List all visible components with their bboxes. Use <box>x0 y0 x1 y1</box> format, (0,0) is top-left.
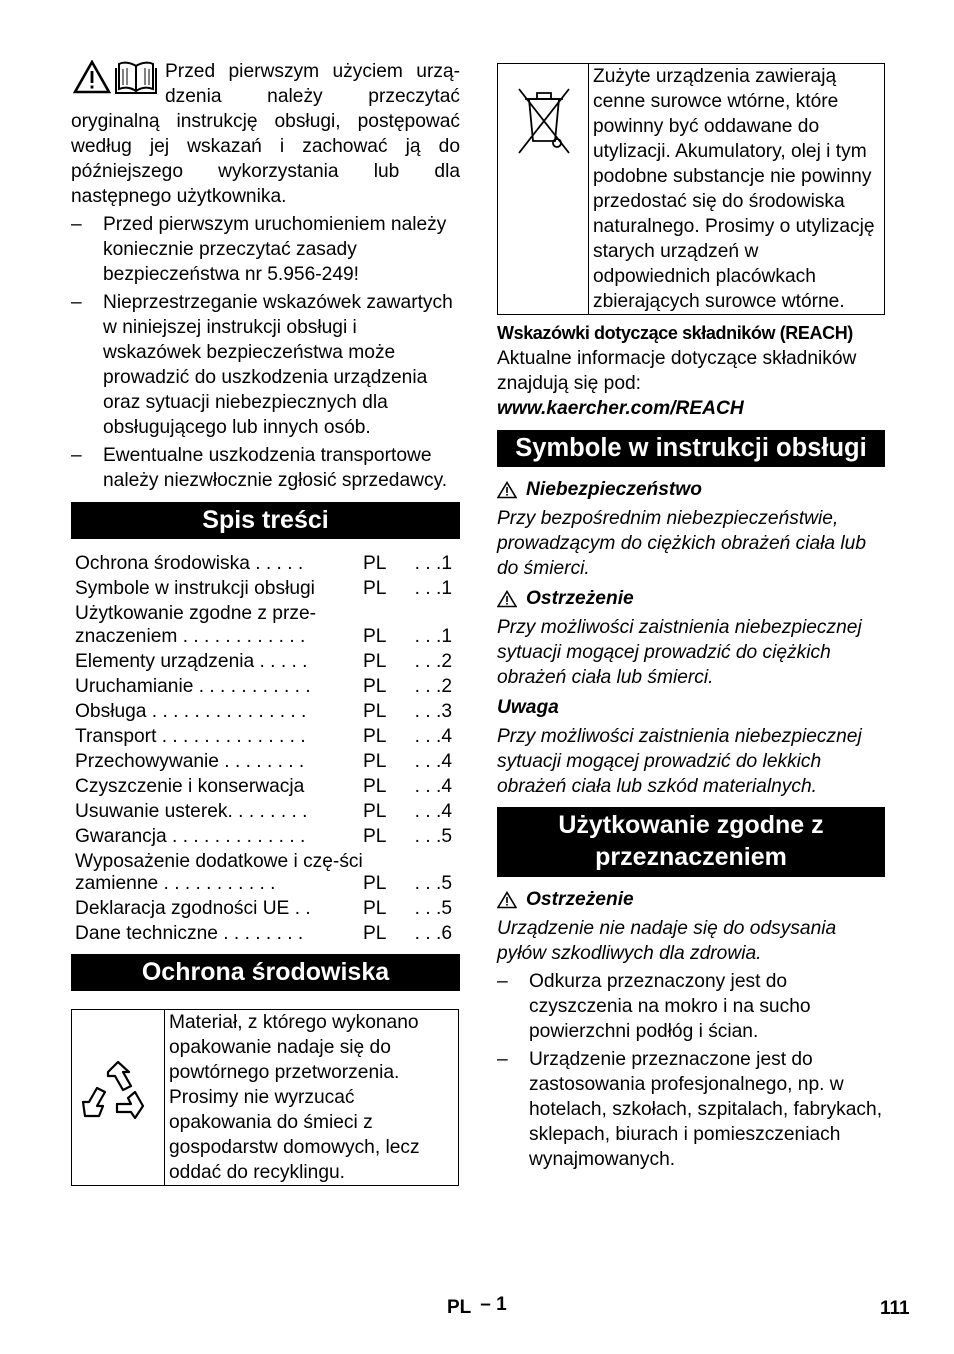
toc-title: Deklaracja zgodności UE . . <box>75 898 311 920</box>
toc-row[interactable] <box>71 553 460 578</box>
danger-subheading: Niebezpieczeństwo <box>497 477 885 502</box>
toc-title: Symbole w instrukcji obsługi <box>75 578 315 599</box>
toc-page: . . .1 <box>414 578 452 599</box>
table-of-contents <box>71 553 460 948</box>
toc-lang: PL <box>363 578 387 599</box>
weee-box <box>497 63 885 315</box>
toc-row[interactable] <box>71 751 460 776</box>
toc-title: Użytkowanie zgodne z prze-znaczeniem . . . . . . . . . . . . <box>75 603 317 647</box>
list-item: – Urządzenie przeznaczone jest do zastosowania profesjonalnego, np. w hotelach, szkołach, szpitalach, fabrykach, sklepach, biurach i pomieszczeniach wynajmowanych. <box>497 1049 883 1170</box>
toc-title: Usuwanie usterek. . . . . . . . <box>75 800 308 822</box>
intro-paragraph <box>71 59 460 209</box>
toc-page: . . .2 <box>414 650 452 672</box>
toc-lang: PL <box>363 825 387 847</box>
toc-lang: PL <box>363 675 387 697</box>
toc-row[interactable] <box>71 651 460 676</box>
toc-title: Wyposażenie dodatkowe i czę-ści zamienne . . . . . . . . . . . <box>75 850 363 895</box>
toc-page: . . .4 <box>414 775 452 797</box>
manual-book-icon <box>115 60 157 94</box>
warning-icon <box>73 60 111 94</box>
toc-row[interactable] <box>71 851 460 899</box>
crossed-bin-icon <box>513 79 573 159</box>
toc-title: Ochrona środowiska . . . . . <box>75 553 304 574</box>
usage-warning-text: Urządzenie nie nadaje się do odsysania pyłów szkodliwych dla zdrowia. <box>497 918 837 964</box>
reach-link[interactable]: www.kaercher.com/REACH <box>497 398 744 419</box>
toc-page: . . .4 <box>414 750 452 772</box>
list-item: – Ewentualne uszkodzenia transportowe należy niezwłocznie zgłosić sprzedawcy. <box>71 445 448 491</box>
toc-lang: PL <box>363 898 387 920</box>
toc-row[interactable] <box>71 898 460 923</box>
toc-title: Transport . . . . . . . . . . . . . . <box>75 725 306 747</box>
recycle-icon-cell <box>72 1010 165 1186</box>
footer-section: PL – 1 <box>447 1294 507 1318</box>
toc-row[interactable] <box>71 923 460 948</box>
toc-heading: Spis treści <box>71 502 460 539</box>
toc-page: . . .5 <box>414 873 452 895</box>
recycle-icon <box>73 1054 163 1134</box>
toc-page: . . .2 <box>414 675 452 697</box>
warning-subheading: Ostrzeżenie <box>497 586 885 611</box>
toc-lang: PL <box>363 923 387 945</box>
toc-page: . . .4 <box>414 800 452 822</box>
toc-page: . . .3 <box>414 700 452 722</box>
toc-lang: PL <box>363 775 387 797</box>
toc-row[interactable] <box>71 776 460 801</box>
toc-row[interactable] <box>71 826 460 851</box>
toc-title: Przechowywanie . . . . . . . . <box>75 750 305 772</box>
toc-title: Uruchamianie . . . . . . . . . . . <box>75 675 311 697</box>
toc-page: . . .5 <box>414 825 452 847</box>
reach-title: Wskazówki dotyczące składników (REACH) <box>497 323 853 343</box>
toc-lang: PL <box>363 725 387 747</box>
left-column <box>71 59 460 1186</box>
toc-row[interactable] <box>71 726 460 751</box>
right-column <box>497 63 885 1172</box>
warning-icon <box>497 481 517 499</box>
list-item: – Odkurza przeznaczony jest do czyszczenia na mokro i na sucho powierzchni podłóg i ścian. <box>497 971 811 1042</box>
weee-icon-cell <box>498 64 589 315</box>
toc-lang: PL <box>363 873 387 895</box>
toc-lang: PL <box>363 750 387 772</box>
warning-icon <box>497 590 517 608</box>
toc-page: . . .1 <box>414 625 452 647</box>
intro-text: Przed pierwszym użyciem urzą-dzenia należy przeczytać oryginalną instrukcję obsługi, postępować według jej wskazań i zachować ją do późniejszego wykorzystania lub dla następnego użytkownika. <box>71 61 460 207</box>
toc-row[interactable] <box>71 801 460 826</box>
danger-text: Przy bezpośrednim niebezpieczeństwie, prowadzącym do ciężkich obrażeń ciała lub do śmierci. <box>497 508 867 579</box>
page-number: 111 <box>880 1298 910 1319</box>
toc-lang: PL <box>363 650 387 672</box>
symbols-heading: Symbole w instrukcji obsługi <box>497 430 885 467</box>
caution-subheading: Uwaga <box>497 697 559 718</box>
toc-page: . . .4 <box>414 725 452 747</box>
toc-title: Gwarancja . . . . . . . . . . . . . <box>75 825 306 847</box>
recycle-box <box>71 1009 459 1186</box>
toc-page: . . .5 <box>414 898 452 920</box>
warning-icon <box>497 891 517 909</box>
caution-text: Przy możliwości zaistnienia niebezpiecznej sytuacji mogącej prowadzić do lekkich obrażeń ciała lub szkód materialnych. <box>497 726 862 797</box>
env-heading: Ochrona środowiska <box>71 954 460 991</box>
toc-page: . . .1 <box>414 553 452 574</box>
weee-text: Zużyte urządzenia zawierają cenne surowce wtórne, które powinny być oddawane do utylizacji. Akumulatory, olej i tym podobne substancje nie powinny przedostać się do środowiska naturalnego. Prosimy o utylizację starych urządzeń w odpowiednich placówkach zbierających surowce wtórne. <box>589 64 885 315</box>
list-item: – Przed pierwszym uruchomieniem należy koniecznie przeczytać zasady bezpieczeństwa nr 5.956-249! <box>71 214 447 285</box>
toc-row[interactable] <box>71 603 460 651</box>
usage-heading: Użytkowanie zgodne z przeznaczeniem <box>497 807 885 877</box>
list-item: – Nieprzestrzeganie wskazówek zawartych w niniejszej instrukcji obsługi i wskazówek bezpieczeństwa może prowadzić do uszkodzenia urządzenia oraz sytuacji niebezpiecznych dla obsługującego lub innych osób. <box>71 292 453 438</box>
usage-warning-subheading: Ostrzeżenie <box>497 887 885 912</box>
toc-row[interactable] <box>71 578 460 603</box>
toc-page: . . .6 <box>414 923 452 945</box>
intro-icons <box>73 60 157 94</box>
toc-lang: PL <box>363 553 387 574</box>
toc-row[interactable] <box>71 676 460 701</box>
toc-lang: PL <box>363 800 387 822</box>
toc-title: Obsługa . . . . . . . . . . . . . . . <box>75 700 307 722</box>
recycle-text: Materiał, z którego wykonano opakowanie nadaje się do powtórnego przetworzenia. Prosimy nie wyrzucać opakowania do śmieci z gospodarstw domowych, lecz oddać do recyklingu. <box>165 1010 459 1186</box>
toc-title: Czyszczenie i konserwacja <box>75 775 305 797</box>
warning-text: Przy możliwości zaistnienia niebezpiecznej sytuacji mogącej prowadzić do ciężkich obrażeń ciała lub śmierci. <box>497 617 862 688</box>
toc-title: Dane techniczne . . . . . . . . <box>75 923 304 945</box>
toc-row[interactable] <box>71 701 460 726</box>
reach-text: Aktualne informacje dotyczące składników znajdują się pod: <box>497 348 857 394</box>
toc-lang: PL <box>363 700 387 722</box>
toc-lang: PL <box>363 625 387 647</box>
toc-title: Elementy urządzenia . . . . . <box>75 650 308 672</box>
